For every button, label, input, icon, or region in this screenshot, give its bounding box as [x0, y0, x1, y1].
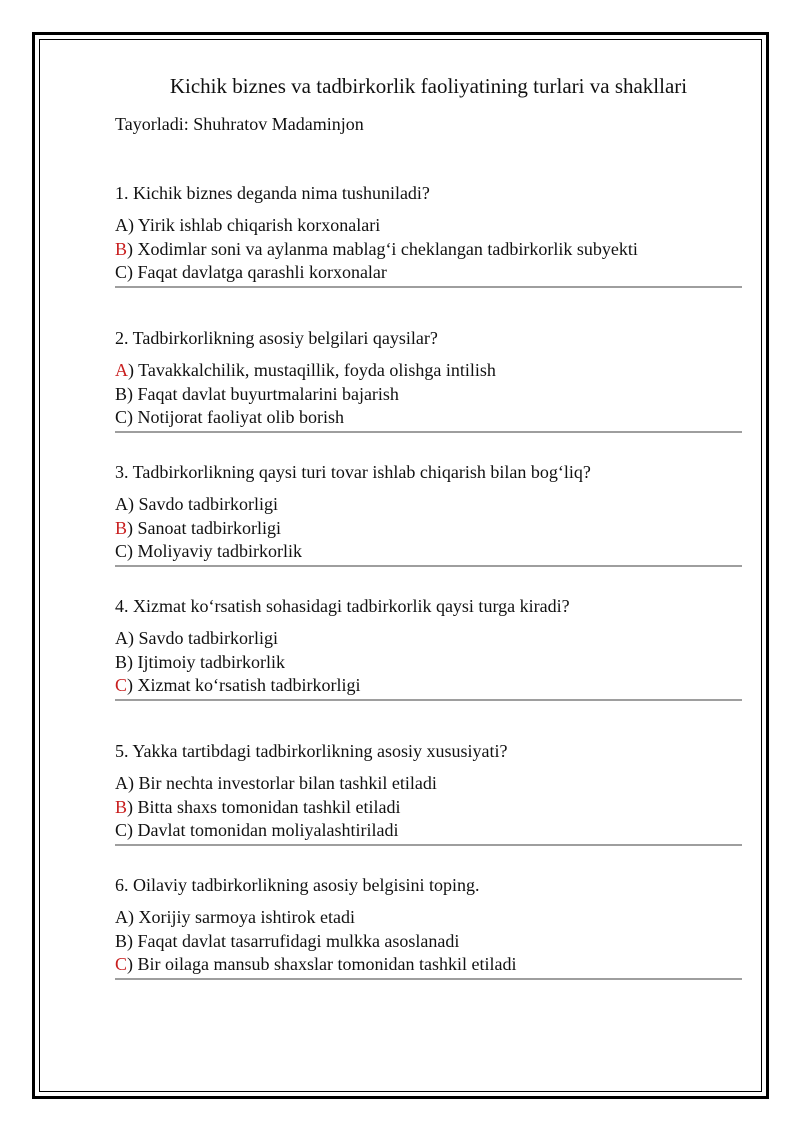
- option-letter: A: [115, 215, 128, 235]
- option-letter: A: [115, 907, 128, 927]
- answer-option: [115, 406, 742, 430]
- option-text: ) Faqat davlat tasarrufidagi mulkka asoslanadi: [127, 930, 460, 951]
- option-text: ) Yirik ishlab chiqarish korxonalari: [128, 215, 381, 235]
- option-text: ) Notijorat faoliyat olib borish: [127, 407, 344, 427]
- question-block-2: [115, 326, 742, 433]
- option-text: ) Tavakkalchilik, mustaqillik, foyda olishga intilish: [128, 360, 496, 380]
- answer-option: [115, 906, 742, 930]
- option-text: ) Savdo tadbirkorligi: [128, 628, 278, 648]
- option-text: ) Davlat tomonidan moliyalashtiriladi: [127, 820, 399, 840]
- answer-option: [115, 540, 742, 564]
- author-line: Tayorladi: Shuhratov Madaminjon: [115, 114, 364, 134]
- option-text: ) Faqat davlatga qarashli korxonalar: [127, 262, 387, 282]
- option-letter: B: [115, 651, 128, 672]
- answer-option: [115, 517, 742, 541]
- option-letter: B: [115, 517, 128, 538]
- answer-option: [115, 651, 742, 675]
- option-letter: B: [115, 383, 128, 404]
- answer-option: [115, 214, 742, 238]
- question-text: 1. Kichik biznes deganda nima tushuniladi?: [115, 183, 430, 203]
- option-text: ) Xizmat ko‘rsatish tadbirkorligi: [127, 675, 361, 695]
- question-text: 2. Tadbirkorlikning asosiy belgilari qaysilar?: [115, 328, 438, 348]
- option-letter: C: [115, 675, 128, 695]
- option-letter: A: [115, 360, 128, 380]
- question-text: 6. Oilaviy tadbirkorlikning asosiy belgisini toping.: [115, 875, 480, 895]
- question-block-5: [115, 739, 742, 846]
- answer-option: [115, 953, 742, 977]
- option-letter: C: [115, 541, 128, 561]
- option-text: ) Sanoat tadbirkorligi: [127, 517, 281, 538]
- option-text: ) Bir nechta investorlar bilan tashkil etiladi: [128, 773, 437, 793]
- option-letter: B: [115, 796, 128, 817]
- option-letter: A: [115, 628, 128, 648]
- option-letter: C: [115, 954, 128, 974]
- question-block-4: [115, 594, 742, 701]
- question-divider: [115, 565, 742, 567]
- option-text: ) Xorijiy sarmoya ishtirok etadi: [128, 907, 355, 927]
- answer-option: [115, 796, 742, 820]
- option-letter: C: [115, 820, 128, 840]
- question-divider: [115, 431, 742, 433]
- option-letter: B: [115, 930, 128, 951]
- option-letter: A: [115, 773, 128, 793]
- question-divider: [115, 844, 742, 846]
- question-block-6: [115, 873, 742, 980]
- answer-option: [115, 493, 742, 517]
- answer-option: [115, 674, 742, 698]
- question-divider: [115, 699, 742, 701]
- option-text: ) Ijtimoiy tadbirkorlik: [127, 651, 285, 672]
- question-divider: [115, 286, 742, 288]
- answer-option: [115, 819, 742, 843]
- question-block-3: [115, 460, 742, 567]
- answer-option: [115, 627, 742, 651]
- option-letter: C: [115, 407, 128, 427]
- option-text: ) Savdo tadbirkorligi: [128, 494, 278, 514]
- document-title: Kichik biznes va tadbirkorlik faoliyatining turlari va shakllari: [169, 74, 688, 98]
- answer-option: [115, 383, 742, 407]
- question-text: 3. Tadbirkorlikning qaysi turi tovar ishlab chiqarish bilan bog‘liq?: [115, 462, 591, 482]
- answer-option: [115, 238, 742, 262]
- answer-option: [115, 359, 742, 383]
- option-letter: A: [115, 494, 128, 514]
- option-text: ) Moliyaviy tadbirkorlik: [127, 541, 302, 561]
- option-letter: B: [115, 238, 128, 259]
- question-block-1: [115, 181, 742, 288]
- answer-option: [115, 930, 742, 954]
- answer-option: [115, 772, 742, 796]
- answer-option: [115, 261, 742, 285]
- option-letter: C: [115, 262, 128, 282]
- option-text: ) Bitta shaxs tomonidan tashkil etiladi: [127, 796, 401, 817]
- option-text: ) Bir oilaga mansub shaxslar tomonidan tashkil etiladi: [127, 954, 517, 974]
- question-text: 5. Yakka tartibdagi tadbirkorlikning asosiy xususiyati?: [115, 741, 508, 761]
- option-text: ) Xodimlar soni va aylanma mablag‘i cheklangan tadbirkorlik subyekti: [127, 238, 638, 259]
- question-divider: [115, 978, 742, 980]
- question-text: 4. Xizmat ko‘rsatish sohasidagi tadbirkorlik qaysi turga kiradi?: [115, 596, 570, 616]
- option-text: ) Faqat davlat buyurtmalarini bajarish: [127, 383, 399, 404]
